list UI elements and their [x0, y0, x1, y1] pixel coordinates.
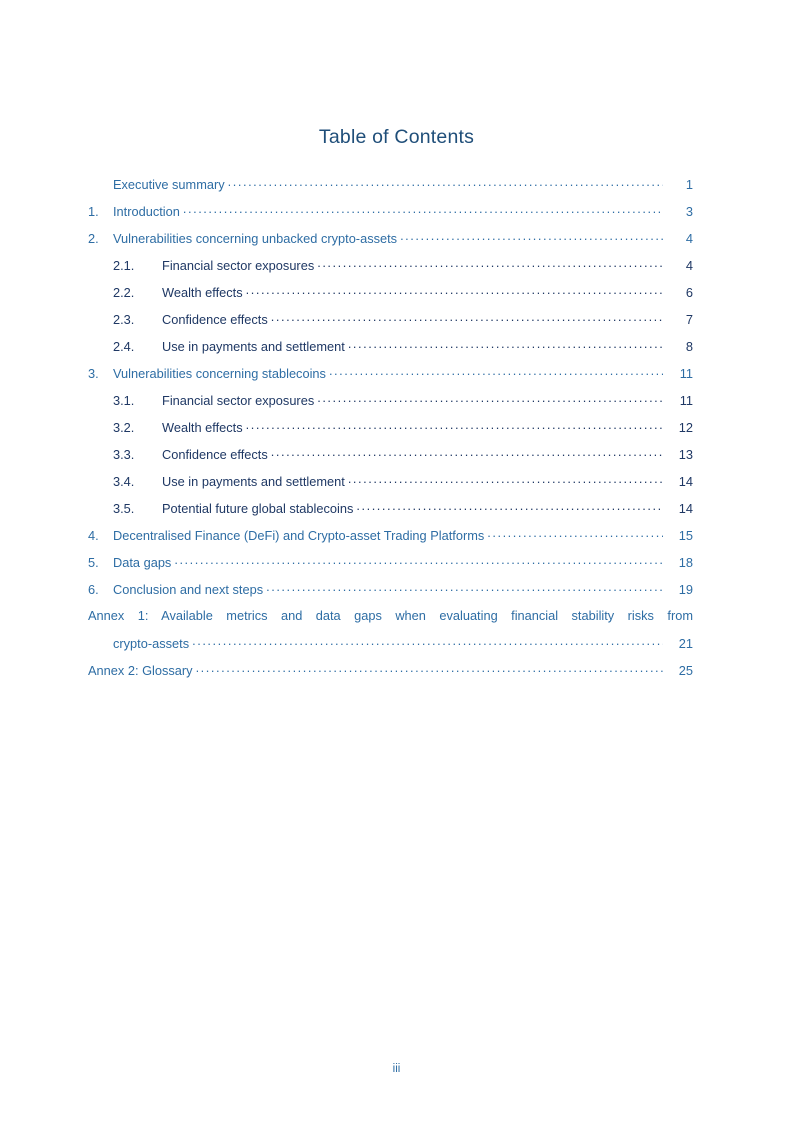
- toc-entry[interactable]: [88, 419, 693, 446]
- toc-entry-label: Executive summary: [113, 177, 225, 192]
- toc-entry-number: 2.3.: [113, 312, 135, 327]
- toc-entry-number: 3.4.: [113, 474, 135, 489]
- toc-entry-label: Data gaps: [113, 555, 172, 570]
- toc-annex-line-first: [88, 662, 693, 689]
- toc-entry[interactable]: [88, 500, 693, 527]
- toc-entry-label: Financial sector exposures: [162, 393, 315, 408]
- toc-entry-label: Confidence effects: [162, 447, 268, 462]
- toc-dot-leader: [228, 176, 663, 189]
- toc-entry[interactable]: [88, 446, 693, 473]
- toc-entry[interactable]: [88, 311, 693, 338]
- toc-annex-label-continued: crypto-assets: [113, 636, 190, 651]
- toc-entry[interactable]: [88, 203, 693, 230]
- toc-dot-leader: [266, 581, 663, 594]
- toc-entry-page-number: 6: [685, 285, 693, 300]
- toc-entry-page-number: 7: [685, 312, 693, 327]
- toc-annex-entry[interactable]: [88, 662, 693, 689]
- toc-entry-page-number: 1: [685, 177, 693, 192]
- toc-entry-number: 3.5.: [113, 501, 135, 516]
- toc-entry[interactable]: [88, 257, 693, 284]
- toc-dot-leader: [246, 284, 663, 297]
- toc-entry-page-number: 13: [678, 447, 693, 462]
- toc-entry-page-number: 19: [678, 582, 693, 597]
- toc-entry-label: Use in payments and settlement: [162, 474, 345, 489]
- toc-entry[interactable]: [88, 176, 693, 203]
- toc-entry-page-number: 14: [678, 501, 693, 516]
- toc-entry-number: 3.3.: [113, 447, 135, 462]
- toc-entry[interactable]: [88, 230, 693, 257]
- toc-entry[interactable]: [88, 338, 693, 365]
- toc-annex-label: Annex 2: Glossary: [88, 663, 193, 678]
- page-title: Table of Contents: [318, 126, 475, 148]
- toc-entry-page-number: 15: [678, 528, 693, 543]
- toc-entry-page-number: 4: [685, 231, 693, 246]
- toc-entry-label: Financial sector exposures: [162, 258, 315, 273]
- toc-annex-entry[interactable]: [88, 608, 693, 662]
- toc-entry-number: 3.2.: [113, 420, 135, 435]
- toc-entry[interactable]: [88, 473, 693, 500]
- toc-entry-page-number: 18: [678, 555, 693, 570]
- toc-entry[interactable]: [88, 392, 693, 419]
- toc-entry-label: Vulnerabilities concerning unbacked crypto-assets: [113, 231, 398, 246]
- toc-dot-leader: [192, 635, 663, 648]
- toc-dot-leader: [329, 365, 663, 378]
- toc-entry-page-number: 12: [678, 420, 693, 435]
- toc-dot-leader: [271, 311, 663, 324]
- toc-dot-leader: [246, 419, 663, 432]
- toc-entry[interactable]: [88, 284, 693, 311]
- toc-entry[interactable]: [88, 581, 693, 608]
- toc-dot-leader: [317, 257, 663, 270]
- toc-entry-label: Use in payments and settlement: [162, 339, 345, 354]
- toc-entry-number: 3.: [88, 366, 99, 381]
- toc-entry-number: 2.2.: [113, 285, 135, 300]
- toc-entry[interactable]: [88, 527, 693, 554]
- toc-dot-leader: [174, 554, 663, 567]
- toc-entry-number: 1.: [88, 204, 99, 219]
- toc-entry-label: Vulnerabilities concerning stablecoins: [113, 366, 326, 381]
- toc-entry-label: Decentralised Finance (DeFi) and Crypto-asset Trading Platforms: [113, 528, 485, 543]
- toc-dot-leader: [348, 473, 663, 486]
- toc-dot-leader: [317, 392, 663, 405]
- toc-entry-number: 4.: [88, 528, 99, 543]
- toc-dot-leader: [183, 203, 663, 216]
- toc-annex-label: Annex 1: Available metrics and data gaps when evaluating financial stability risks from: [88, 608, 693, 623]
- page-number-footer: iii: [392, 1063, 401, 1075]
- toc-entry-number: 5.: [88, 555, 99, 570]
- toc-entry[interactable]: [88, 365, 693, 392]
- toc-entry-number: 2.1.: [113, 258, 135, 273]
- toc-dot-leader: [400, 230, 663, 243]
- toc-entry-number: 6.: [88, 582, 99, 597]
- table-of-contents-list: [88, 176, 693, 689]
- toc-dot-leader: [196, 662, 663, 675]
- toc-dot-leader: [271, 446, 663, 459]
- toc-entry-page-number: 8: [685, 339, 693, 354]
- toc-entry-label: Introduction: [113, 204, 180, 219]
- toc-entry-number: 2.: [88, 231, 99, 246]
- toc-dot-leader: [356, 500, 663, 513]
- toc-entry-page-number: 14: [678, 474, 693, 489]
- toc-entry-page-number: 4: [685, 258, 693, 273]
- toc-annex-page-number: 25: [678, 663, 693, 678]
- toc-annex-page-number: 21: [678, 636, 693, 651]
- toc-entry-label: Wealth effects: [162, 285, 243, 300]
- toc-entry-label: Wealth effects: [162, 420, 243, 435]
- toc-entry-page-number: 3: [685, 204, 693, 219]
- toc-annex-line-first: [88, 608, 693, 635]
- toc-entry-label: Conclusion and next steps: [113, 582, 264, 597]
- toc-dot-leader: [487, 527, 663, 540]
- toc-entry-number: 3.1.: [113, 393, 135, 408]
- toc-entry-page-number: 11: [679, 393, 693, 408]
- toc-entry-label: Potential future global stablecoins: [162, 501, 354, 516]
- toc-dot-leader: [348, 338, 663, 351]
- toc-entry[interactable]: [88, 554, 693, 581]
- toc-entry-page-number: 11: [679, 366, 693, 381]
- toc-annex-line-continuation: [88, 635, 693, 662]
- toc-entry-label: Confidence effects: [162, 312, 268, 327]
- toc-entry-number: 2.4.: [113, 339, 135, 354]
